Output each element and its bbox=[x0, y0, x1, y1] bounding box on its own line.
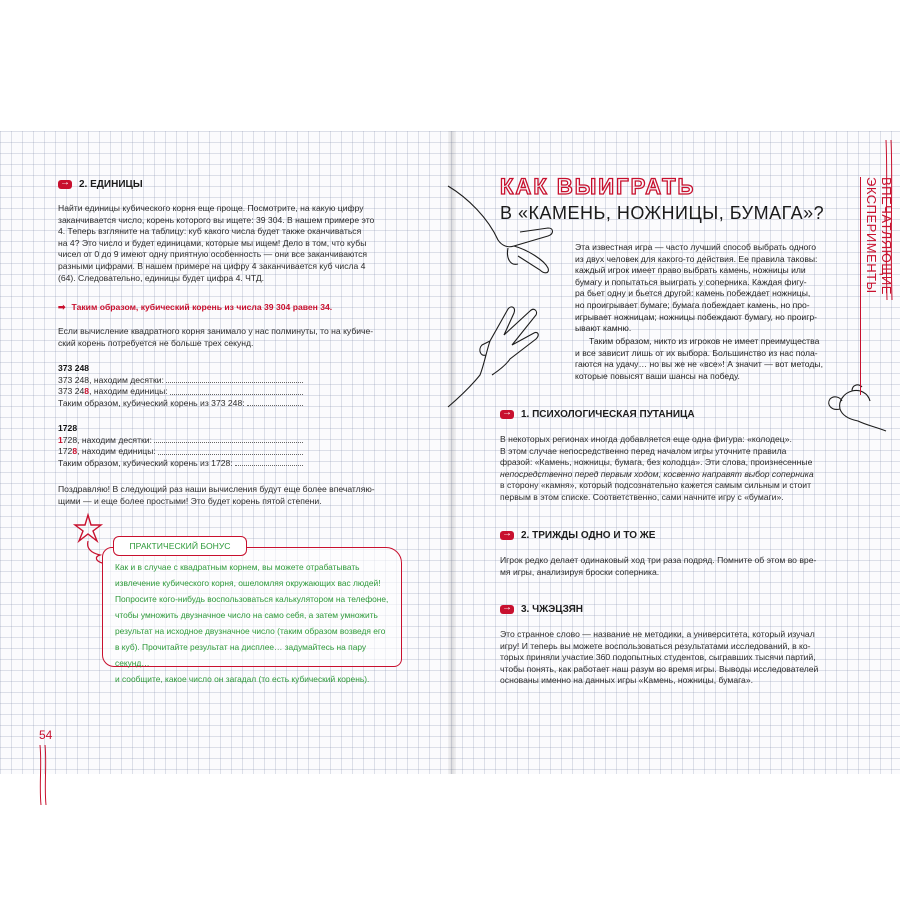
page-number: 54 bbox=[39, 728, 53, 742]
text-line: ский корень потребуется не больше трех секунд. bbox=[58, 337, 254, 348]
answer-blank bbox=[166, 375, 303, 384]
exercise-line bbox=[58, 435, 303, 447]
text-line: Это странное слово — название не методики, а университета, который изучал bbox=[500, 629, 815, 639]
practical-bonus-label bbox=[113, 536, 247, 556]
page-subtitle: В «КАМЕНЬ, НОЖНИЦЫ, БУМАГА»? bbox=[500, 203, 825, 223]
text-line: Попросите кого-нибудь воспользоваться калькулятором на телефоне, bbox=[115, 594, 389, 604]
section-heading-2 bbox=[500, 530, 655, 541]
exercise-text: 373 248, находим десятки: bbox=[58, 374, 164, 385]
text-line: в куб). Прочитайте результат на дисплее… задумайтесь на пару секунд… bbox=[115, 642, 367, 668]
text-line: ра бьет одну и бьется другой: камень побеждает ножницы, bbox=[575, 288, 811, 299]
section-1-text bbox=[500, 434, 850, 504]
text-line: ывают камню. bbox=[575, 323, 632, 334]
text-line: непосредственно перед первым ходом, косвенно направят выбор соперника bbox=[500, 468, 814, 479]
paragraph-speed bbox=[58, 326, 420, 349]
answer-blank bbox=[247, 398, 303, 407]
text-line: В этом случае непосредственно перед началом игры уточните правила bbox=[500, 445, 787, 456]
side-title-text: ВПЕЧАТЛЯЮЩИЕ ЭКСПЕРИМЕНТЫ bbox=[864, 177, 894, 295]
section-heading-1 bbox=[500, 409, 695, 420]
paper-hand-drawing bbox=[448, 305, 548, 415]
text-line: на 4? Это число и будет единицами, которые мы ищем! Дело в том, что кубы bbox=[58, 237, 367, 248]
text-line: Игрок редко делает одинаковый ход три раза подряд. Помните об этом во вре- bbox=[500, 555, 817, 565]
exercise-text: , находим единицы: bbox=[77, 446, 156, 457]
practical-bonus-text bbox=[115, 559, 395, 687]
text-line: Как и в случае с квадратным корнем, вы можете отрабатывать bbox=[115, 562, 360, 572]
paragraph-congrats bbox=[58, 484, 420, 507]
text-line: В некоторых регионах иногда добавляется еще одна фигура: «колодец». bbox=[500, 434, 792, 444]
text-line: основаны именно на данных игры «Камень, ножницы, бумага». bbox=[500, 675, 754, 686]
highlight-digit: 1 bbox=[58, 434, 63, 445]
text-line: Таким образом, никто из игроков не имеет преимущества bbox=[589, 336, 820, 346]
exercise-line bbox=[58, 375, 303, 387]
text-line: извлечение кубического корня, ошеломляя окружающих вас людей! bbox=[115, 578, 381, 588]
answer-blank bbox=[158, 446, 303, 455]
bullet-arrow-icon: ➡ bbox=[58, 302, 66, 312]
exercise-line bbox=[58, 386, 303, 398]
text-line: фразой: «Камень, ножницы, бумага, без колодца». Эти слова, произнесенные bbox=[500, 457, 813, 468]
chapter-side-title bbox=[860, 177, 894, 395]
exercise-text: 373 24 bbox=[58, 386, 85, 397]
section-heading-3 bbox=[500, 604, 583, 615]
section-title: 2. ТРИЖДЫ ОДНО И ТО ЖЕ bbox=[521, 530, 656, 541]
answer-blank bbox=[154, 435, 303, 444]
exercise-text: Таким образом, кубический корень из 373 248: bbox=[58, 397, 245, 408]
text-line: игрывает ножницам; ножницы побеждают бумагу, но проигр- bbox=[575, 311, 818, 322]
text-line: щими — и еще более простыми! Это будет корень пятой степени. bbox=[58, 495, 322, 506]
section-title: 2. ЕДИНИЦЫ bbox=[79, 179, 143, 190]
edge-lines-doodle bbox=[884, 140, 896, 300]
intro-paragraph-2 bbox=[575, 336, 850, 382]
exercise-text: , находим единицы: bbox=[89, 386, 168, 397]
exercise-line bbox=[58, 398, 303, 410]
section-title: 1. ПСИХОЛОГИЧЕСКАЯ ПУТАНИЦА bbox=[521, 409, 695, 420]
text-line: в сторону «камня», который подсознательно кажется самым сильным и стоит bbox=[500, 480, 812, 491]
section-3-text bbox=[500, 629, 850, 687]
text-line: чтобы понять, как работает наш разум во время игры. Выводы исследователей bbox=[500, 663, 819, 674]
example-1728 bbox=[58, 423, 303, 469]
exercise-text: 172 bbox=[58, 446, 73, 457]
paragraph-units bbox=[58, 203, 420, 284]
text-line: которые повысят ваши шансы на победу. bbox=[575, 370, 740, 381]
page-title: КАК ВЫИГРАТЬ bbox=[500, 174, 696, 199]
text-line: Эта известная игра — часто лучший способ выбрать одного bbox=[575, 242, 816, 252]
text-line: но проигрывает бумаге; бумага побеждает камень, но про- bbox=[575, 299, 810, 310]
text-line: заканчивается число, корень которого вы ищете: 39 304. В нашем примере это bbox=[58, 214, 375, 225]
conclusion-text: Таким образом, кубический корень из числа 39 304 равен 34. bbox=[71, 302, 333, 312]
text-line: чисел от 0 до 9 имеют одну приятную особенность — они все заканчиваются bbox=[58, 249, 368, 260]
example-number: 373 248 bbox=[58, 363, 90, 373]
arrow-right-icon bbox=[58, 180, 72, 189]
example-number: 1728 bbox=[58, 423, 78, 433]
exercise-line bbox=[58, 458, 303, 470]
text-line: бумагу и попытаться выиграть у соперника. Каждая фигу- bbox=[575, 276, 807, 287]
text-line: чтобы умножить двузначное число на само себя, а затем умножить bbox=[115, 610, 378, 620]
text-line: первым в этом списке. Соответственно, сами начните игру с «бумаги». bbox=[500, 491, 784, 502]
text-line: торых приняли участие 360 подопытных студентов, сыгравших тысячи партий, bbox=[500, 652, 816, 663]
text-line: Если вычисление квадратного корня занимало у нас полминуты, то на кубиче- bbox=[58, 326, 374, 336]
conclusion-line bbox=[58, 302, 332, 314]
bonus-label-text: ПРАКТИЧЕСКИЙ БОНУС bbox=[129, 541, 231, 551]
text-line: Найти единицы кубического корня еще проще. Посмотрите, на какую цифру bbox=[58, 203, 364, 213]
section-2-text bbox=[500, 555, 850, 578]
arrow-right-icon bbox=[500, 605, 514, 614]
example-373248 bbox=[58, 363, 303, 409]
answer-blank bbox=[170, 386, 303, 395]
text-line: гаются на удачу… но вы же не «все»! А значит — вот методы, bbox=[575, 359, 823, 370]
arrow-right-icon bbox=[500, 531, 514, 540]
exercise-line bbox=[58, 446, 303, 458]
exercise-text: 728, находим десятки: bbox=[62, 434, 152, 445]
text-line: 4. Теперь взгляните на таблицу: куб какого числа будет также оканчиваться bbox=[58, 226, 362, 237]
arrow-right-icon bbox=[500, 410, 514, 419]
highlight-digit: 8 bbox=[72, 446, 78, 457]
text-line: мя игры, анализируя броски соперника. bbox=[500, 566, 660, 577]
text-line: и сообщите, какое число он загадал (то есть кубический корень). bbox=[115, 674, 370, 684]
section-title: 3. ЧЖЭЦЗЯН bbox=[521, 604, 584, 615]
text-line: игру! И теперь вы можете воспользоваться результатами исследований, в ко- bbox=[500, 640, 811, 651]
text-line: (64). Следовательно, единицы будет цифра 4. ЧТД. bbox=[58, 272, 265, 283]
intro-paragraph bbox=[575, 242, 850, 335]
exercise-text: Таким образом, кубический корень из 1728: bbox=[58, 457, 233, 468]
text-line: Поздравляю! В следующий раз наши вычисления будут еще более впечатляю- bbox=[58, 484, 375, 494]
section-heading-units bbox=[58, 179, 143, 190]
corner-lines-doodle bbox=[38, 745, 52, 805]
text-line: результат на исходное двузначное число (таким образом возведя его bbox=[115, 626, 386, 636]
text-line: разными цифрами. В нашем примере на цифру 4 заканчивается куб числа 4 bbox=[58, 260, 366, 271]
text-line: из двух человек для какого-то действия. Ее правила таковы: bbox=[575, 253, 818, 264]
highlight-digit: 8 bbox=[84, 386, 90, 397]
text-line: и все зависит лишь от их выбора. Большинство из нас пола- bbox=[575, 347, 818, 358]
text-line: каждый игрок имеет право выбрать камень, ножницы или bbox=[575, 265, 806, 276]
answer-blank bbox=[235, 458, 303, 467]
